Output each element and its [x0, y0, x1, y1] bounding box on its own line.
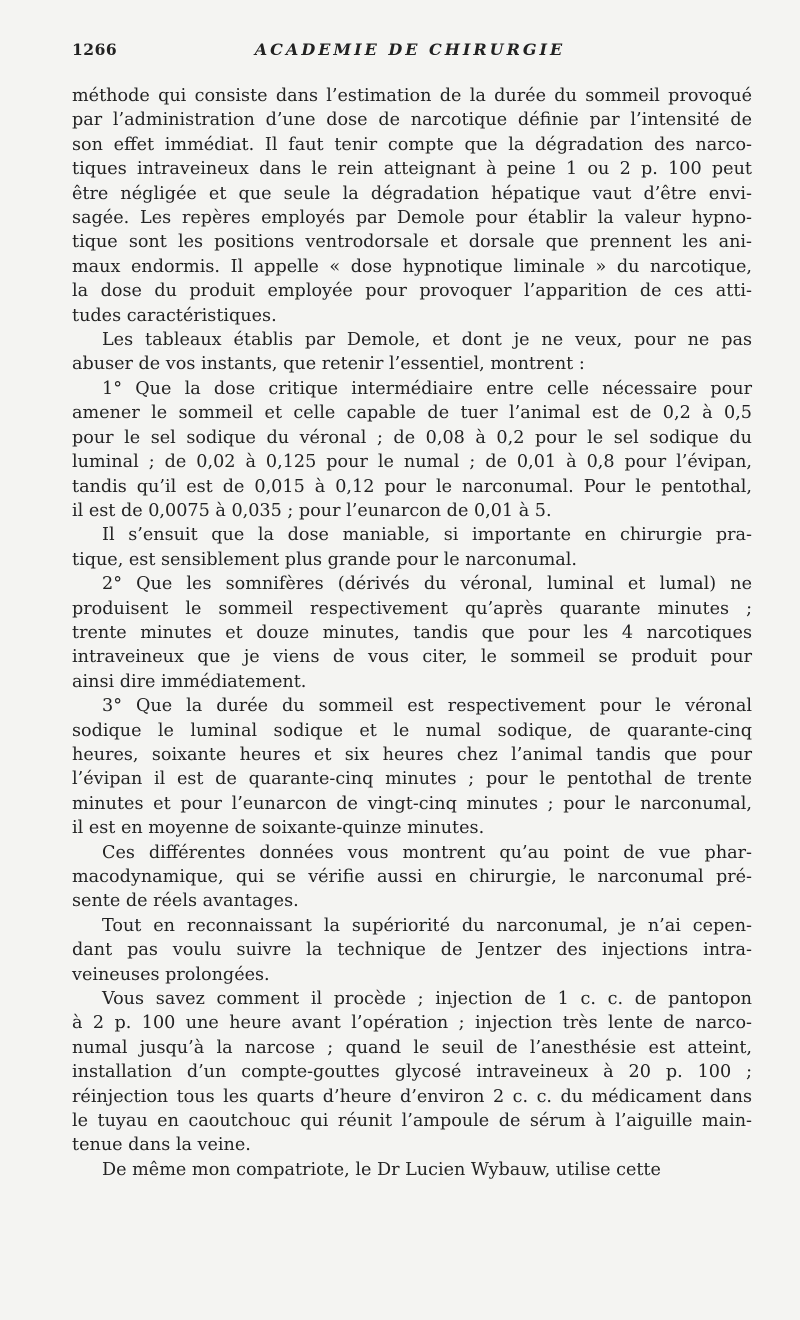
text-line: numal jusqu’à la narcose ; quand le seuil de l’anesthésie est atteint, [72, 1037, 752, 1058]
text-line: trente minutes et douze minutes, tandis que pour les 4 narcotiques [72, 622, 752, 643]
text-line: luminal ; de 0,02 à 0,125 pour le numal ; de 0,01 à 0,8 pour l’évipan, [72, 452, 752, 473]
text-line: sagée. Les repères employés par Demole pour établir la valeur hypno- [72, 208, 752, 229]
text-line: pour le sel sodique du véronal ; de 0,08 à 0,2 pour le sel sodique du [72, 427, 752, 448]
text-line: ainsi dire immédiatement. [72, 671, 307, 692]
text-line: De même mon compatriote, le Dr Lucien Wybauw, utilise cette [102, 1159, 661, 1180]
paragraph [72, 694, 752, 840]
text-line: dant pas voulu suivre la technique de Jentzer des injections intra- [72, 940, 752, 961]
text-line: tiques intraveineux dans le rein atteignant à peine 1 ou 2 p. 100 peut [72, 159, 752, 180]
paragraph [72, 841, 752, 914]
paragraph [72, 377, 752, 523]
body-text [72, 84, 752, 1182]
paragraph [72, 328, 752, 377]
text-line: tenue dans la veine. [72, 1135, 251, 1156]
paragraph [72, 914, 752, 987]
running-title: ACADEMIE DE CHIRURGIE [254, 40, 566, 59]
text-line: Les tableaux établis par Demole, et dont je ne veux, pour ne pas [102, 330, 752, 351]
text-line: le tuyau en caoutchouc qui réunit l’ampoule de sérum à l’aiguille main- [72, 1111, 752, 1132]
text-line: tique sont les positions ventrodorsale et dorsale que prennent les ani- [72, 232, 752, 253]
paragraph [72, 572, 752, 694]
text-line: produisent le sommeil respectivement qu’après quarante minutes ; [72, 598, 752, 619]
text-line: sodique le luminal sodique et le numal sodique, de quarante-cinq [72, 720, 752, 741]
text-line: sente de réels avantages. [72, 891, 299, 912]
text-line: 3° Que la durée du sommeil est respectivement pour le véronal [102, 696, 752, 717]
page-header [72, 40, 748, 70]
text-line: méthode qui consiste dans l’estimation de la durée du sommeil provoqué [72, 86, 752, 106]
text-line: 2° Que les somnifères (dérivés du véronal, luminal et lumal) ne [102, 574, 752, 595]
text-line: amener le sommeil et celle capable de tuer l’animal est de 0,2 à 0,5 [72, 403, 752, 424]
text-line: la dose du produit employée pour provoquer l’apparition de ces atti- [72, 281, 752, 302]
text-line: l’évipan il est de quarante-cinq minutes ; pour le pentothal de trente [72, 769, 752, 790]
text-line: il est de 0,0075 à 0,035 ; pour l’eunarcon de 0,01 à 5. [72, 500, 552, 521]
text-line: minutes et pour l’eunarcon de vingt-cinq minutes ; pour le narconumal, [72, 793, 752, 814]
text-line: installation d’un compte-gouttes glycosé intraveineux à 20 p. 100 ; [72, 1062, 752, 1083]
text-line: réinjection tous les quarts d’heure d’environ 2 c. c. du médicament dans [72, 1086, 752, 1107]
paragraph [72, 523, 752, 572]
paragraph [72, 1158, 752, 1182]
text-line: intraveineux que je viens de vous citer, le sommeil se produit pour [72, 647, 752, 668]
text-line: à 2 p. 100 une heure avant l’opération ; injection très lente de narco- [72, 1013, 752, 1034]
text-line: veineuses prolongées. [72, 964, 270, 985]
text-line: maux endormis. Il appelle « dose hypnotique liminale » du narcotique, [72, 256, 752, 277]
paragraph [72, 987, 752, 1158]
text-line: Ces différentes données vous montrent qu’au point de vue phar- [102, 842, 752, 863]
paragraph [72, 84, 752, 328]
text-line: tique, est sensiblement plus grande pour le narconumal. [72, 549, 577, 570]
text-line: abuser de vos instants, que retenir l’essentiel, montrent : [72, 354, 585, 375]
text-line: Tout en reconnaissant la supériorité du narconumal, je n’ai cepen- [102, 915, 752, 936]
text-line: 1° Que la dose critique intermédiaire entre celle nécessaire pour [102, 378, 752, 399]
text-line: heures, soixante heures et six heures chez l’animal tandis que pour [72, 744, 752, 765]
text-line: macodynamique, qui se vérifie aussi en chirurgie, le narconumal pré- [72, 867, 752, 887]
text-line: Vous savez comment il procède ; injection de 1 c. c. de pantopon [102, 989, 752, 1010]
text-line: Il s’ensuit que la dose maniable, si importante en chirurgie pra- [102, 525, 752, 546]
text-line: être négligée et que seule la dégradation hépatique vaut d’être envi- [72, 183, 752, 204]
text-line: tandis qu’il est de 0,015 à 0,12 pour le narconumal. Pour le pentothal, [72, 476, 752, 497]
page-number: 1266 [72, 40, 118, 59]
text-line: tudes caractéristiques. [72, 305, 277, 326]
text-line: son effet immédiat. Il faut tenir compte que la dégradation des narco- [72, 134, 752, 155]
text-line: par l’administration d’une dose de narcotique définie par l’intensité de [72, 110, 752, 131]
text-line: il est en moyenne de soixante-quinze minutes. [72, 818, 485, 839]
